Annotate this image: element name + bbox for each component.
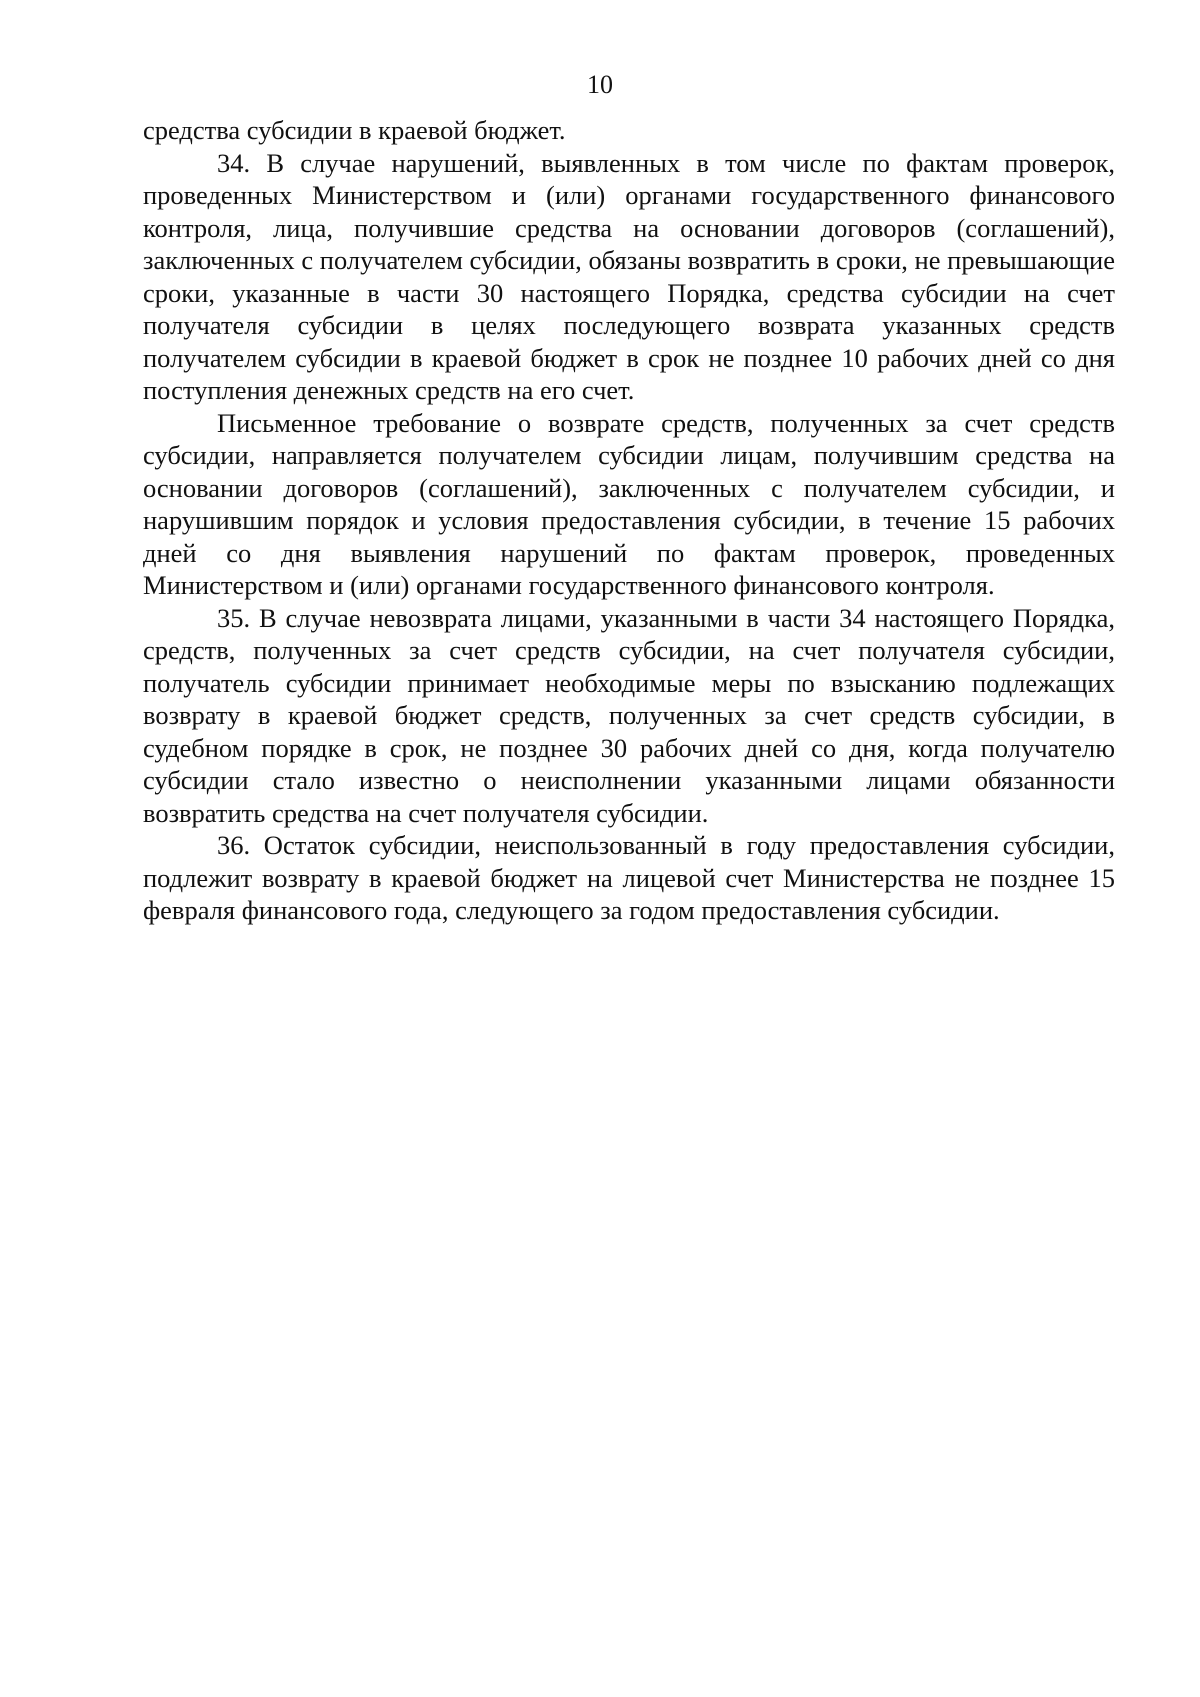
paragraph-section-35: 35. В случае невозврата лицами, указанными в части 34 настоящего Порядка, средств, полученных за счет средств субсидии, на счет получателя субсидии, получатель субсидии принимает необходимые меры по взысканию подлежащих возврату в краевой бюджет средств, полученных за счет средств субсидии, в судебном порядке в срок, не позднее 30 рабочих дней со дня, когда получателю субсидии стало известно о неисполнении указанными лицами обязанности возвратить средства на счет получателя субсидии. [143,602,1115,828]
page-number: 10 [587,70,613,99]
paragraph-section-34: 34. В случае нарушений, выявленных в том числе по фактам проверок, проведенных Министерством и (или) органами государственного финансового контроля, лица, получившие средства на основании договоров (соглашений), заключенных с получателем субсидии, обязаны возвратить в сроки, не превышающие сроки, указанные в части 30 настоящего Порядка, средства субсидии на счет получателя субсидии в целях последующего возврата указанных средств получателем субсидии в краевой бюджет в срок не позднее 10 рабочих дней со дня поступления денежных средств на его счет. [143,147,1115,405]
paragraph-section-36: 36. Остаток субсидии, неиспользованный в году предоставления субсидии, подлежит возврату в краевой бюджет на лицевой счет Министерства не позднее 15 февраля финансового года, следующего за годом предоставления субсидии. [143,830,1115,925]
document-body [143,114,1115,927]
paragraph-written-demand: Письменное требование о возврате средств, полученных за счет средств субсидии, направляется получателем субсидии лицам, получившим средства на основании договоров (соглашений), заключенных с получателем субсидии, и нарушившим порядок и условия предоставления субсидии, в течение 15 рабочих дней со дня выявления нарушений по фактам проверок, проведенных Министерством и (или) органами государственного финансового контроля. [143,407,1115,600]
paragraph-continuation: средства субсидии в краевой бюджет. [143,115,566,145]
